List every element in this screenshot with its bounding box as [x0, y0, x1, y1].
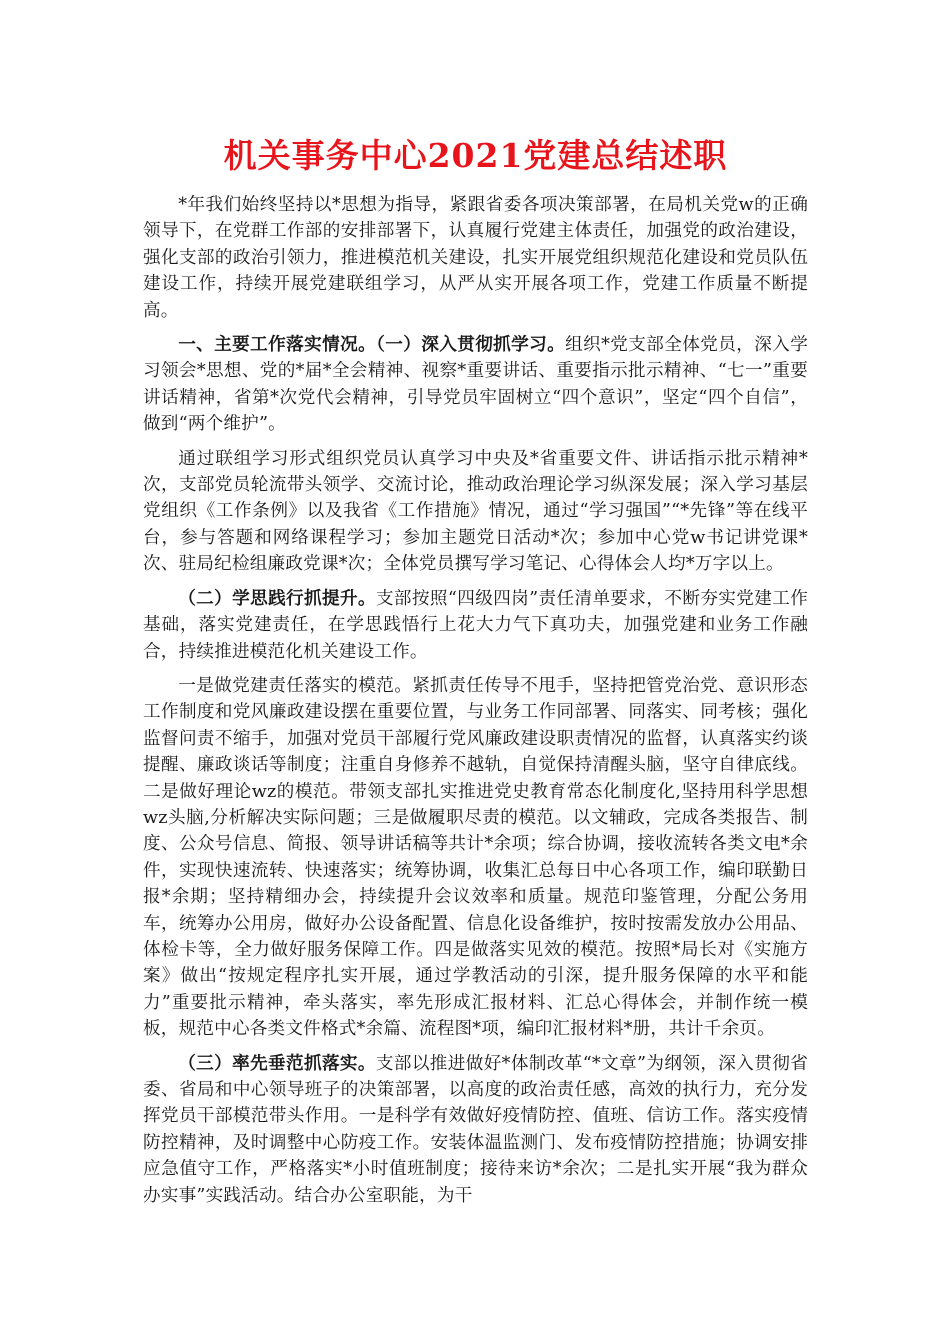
subsection-3-text: 支部以推进做好*体制改革“*文章”为纲领，深入贯彻省委、省局和中心领导班子的决策部署，以高度的政治责任感，高效的执行力，充分发挥党员干部模范带头作用。一是科学有效做好疫情防控、值班、信访工作。落实疫情防控精神，及时调整中心防疫工作。安装体温监测门、发布疫情防控措施；协调安排应急值守工作，严格落实*小时值班制度；接待来访*余次；二是扎实开展“我为群众办实事”实践活动。结合办公室职能，为干 [143, 1053, 808, 1206]
subsection-3-heading: （三）率先垂范抓落实。 [178, 1052, 376, 1074]
subsection-1-text: 组织*党支部全体党员，深入学习领会*思想、党的*届*全会精神、视察*重要讲话、重要指示批示精神、“七一”重要讲话精神，省第*次党代会精神，引导党员牢固树立“四个意识”，坚定“四个自信”，做到“两个维护”。 [143, 335, 808, 435]
section-1-heading: 一、主要工作落实情况。 [178, 334, 377, 356]
subsection-3-paragraph [143, 1051, 808, 1209]
subsection-2-paragraph-2: 一是做党建责任落实的模范。紧抓责任传导不甩手，坚持把管党治党、意识形态工作制度和党风廉政建设摆在重要位置，与业务工作同部署、同落实、同考核；强化监督问责不缩手，加强对党员干部履行党风廉政建设职责情况的监督，认真落实约谈提醒、廉政谈话等制度；注重自身修养不越轨，自觉保持清醒头脑，坚守自律底线。二是做好理论wz的模范。带领支部扎实推进党史教育常态化制度化,坚持用科学思想wz头脑,分析解决实际问题；三是做履职尽责的模范。以文辅政，完成各类报告、制度、公众号信息、简报、领导讲话稿等共计*余项；综合协调，接收流转各类文电*余件，实现快速流转、快速落实；统筹协调，收集汇总每日中心各项工作，编印联勤日报*余期；坚持精细办会，持续提升会议效率和质量。规范印鉴管理，分配公务用车，统筹办公用房，做好办公设备配置、信息化设备维护，按时按需发放办公用品、体检卡等，全力做好服务保障工作。四是做落实见效的模范。按照*局长对《实施方案》做出“按规定程序扎实开展，通过学教活动的引深，提升服务保障的水平和能力”重要批示精神，牵头落实，率先形成汇报材料、汇总心得体会，并制作统一模板，规范中心各类文件格式*余篇、流程图*项，编印汇报材料*册，共计千余页。 [143, 675, 808, 1040]
subsection-2-paragraph [143, 586, 808, 665]
intro-paragraph: *年我们始终坚持以*思想为指导，紧跟省委各项决策部署，在局机关党w的正确领导下，在党群工作部的安排部署下，认真履行党建主体责任，加强党的政治建设，强化支部的政治引领力，推进模范机关建设，扎实开展党组织规范化建设和党员队伍建设工作，持续开展党建联组学习，从严从实开展各项工作，党建工作质量不断提高。 [143, 195, 808, 321]
subsection-1-paragraph-2: 通过联组学习形式组织党员认真学习中央及*省重要文件、讲话指示批示精神*次，支部党员轮流带头领学、交流讨论，推动政治理论学习纵深发展；深入学习基层党组织《工作条例》以及我省《工作措施》情况，通过“学习强国”“*先锋”等在线平台，参与答题和网络课程学习；参加主题党日活动*次；参加中心党w书记讲党课*次、驻局纪检组廉政党课*次；全体党员撰写学习笔记、心得体会人均*万字以上。 [143, 448, 808, 575]
document-title: 机关事务中心2021党建总结述职 [223, 136, 728, 175]
subsection-2-heading: （二）学思践行抓提升。 [178, 587, 376, 609]
subsection-1-heading: （一）深入贯彻抓学习。 [376, 334, 566, 356]
subsection-2-text: 支部按照“四级四岗”责任清单要求，不断夯实党建工作基础，落实党建责任，在学思践悟行上花大力气下真功夫，加强党建和业务工作融合，持续推进模范化机关建设工作。 [143, 588, 809, 662]
document-page [143, 130, 808, 1217]
section-1-paragraph [143, 332, 808, 438]
